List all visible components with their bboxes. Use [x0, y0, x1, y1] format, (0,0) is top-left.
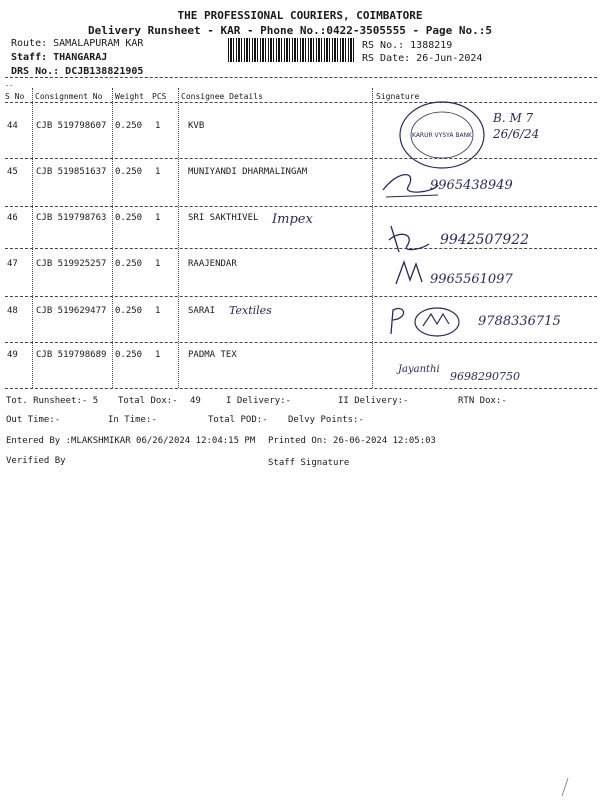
row-weight: 0.250 — [115, 121, 143, 131]
row47-scribble — [392, 258, 428, 288]
row46-handwriting: 9942507922 — [440, 232, 530, 248]
row47-handwriting: 9965561097 — [430, 272, 513, 287]
row-consignment: CJB 519798607 — [36, 121, 107, 131]
row-pcs: 1 — [155, 350, 161, 360]
column-divider — [112, 88, 113, 388]
row-consignee: RAAJENDAR — [188, 259, 237, 269]
row-consignee: KVB — [188, 121, 205, 131]
total-pod: Total POD:- — [208, 415, 268, 425]
row-pcs: 1 — [155, 213, 161, 223]
divider — [5, 77, 597, 78]
row46-note: Impex — [272, 212, 313, 227]
staff-signature: Staff Signature — [268, 458, 350, 468]
row-consignment: CJB 519851637 — [36, 167, 107, 177]
row-sno: 48 — [7, 306, 18, 316]
row-consignee: MUNIYANDI DHARMALINGAM — [188, 167, 308, 177]
row-consignment: CJB 519629477 — [36, 306, 107, 316]
row45-handwriting: 9965438949 — [430, 178, 513, 193]
runsheet-subtitle: Delivery Runsheet - KAR - Phone No.:0422-3505555 - Page No.:5 — [88, 24, 492, 37]
row-consignment: CJB 519798689 — [36, 350, 107, 360]
delvy-points: Delvy Points:- — [288, 415, 364, 425]
column-divider — [32, 88, 33, 388]
row48-scribble — [385, 302, 465, 340]
row-pcs: 1 — [155, 167, 161, 177]
rtn-dox: RTN Dox:- — [458, 396, 507, 406]
row-consignee: SRI SAKTHIVEL — [188, 213, 259, 223]
total-dox-label: Total Dox:- — [118, 396, 178, 406]
total-dox-value: 49 — [190, 396, 201, 406]
route-label: Route: SAMALAPURAM KAR — [11, 38, 144, 49]
row-divider — [5, 248, 597, 249]
drs-number: DRS No.: DCJB138821905 — [11, 66, 144, 77]
stray-mark — [560, 776, 570, 798]
row-sno: 46 — [7, 213, 18, 223]
row-weight: 0.250 — [115, 306, 143, 316]
row-weight: 0.250 — [115, 259, 143, 269]
header-sno: S No — [5, 92, 25, 101]
printed-on: Printed On: 26-06-2024 12:05:03 — [268, 436, 436, 446]
i-delivery: I Delivery:- — [226, 396, 292, 406]
row44-handwriting: B. M 7 26/6/24 — [493, 111, 540, 141]
staff-label: Staff: THANGARAJ — [11, 52, 108, 63]
header-consignment: Consignment No — [35, 92, 103, 101]
rs-number: RS No.: 1388219 — [362, 40, 453, 51]
row-consignment: CJB 519798763 — [36, 213, 107, 223]
row-weight: 0.250 — [115, 167, 143, 177]
row-sno: 44 — [7, 121, 18, 131]
row-pcs: 1 — [155, 121, 161, 131]
bank-stamp — [398, 100, 486, 170]
ii-delivery: II Delivery:- — [338, 396, 409, 406]
row-consignment: CJB 519925257 — [36, 259, 107, 269]
row-consignee: SARAI — [188, 306, 216, 316]
column-divider — [178, 88, 179, 388]
row-sno: 47 — [7, 259, 18, 269]
header-signature: Signature — [376, 92, 420, 101]
header-consignee: Consignee Details — [181, 92, 263, 101]
row-weight: 0.250 — [115, 350, 143, 360]
column-divider — [372, 88, 373, 388]
row-divider — [5, 158, 597, 159]
row-divider — [5, 388, 597, 389]
verified-by: Verified By — [6, 456, 66, 466]
company-title: THE PROFESSIONAL COURIERS, COIMBATORE — [177, 9, 423, 22]
row49-name: Jayanthi — [398, 364, 440, 375]
in-time: In Time:- — [108, 415, 157, 425]
row-divider — [5, 296, 597, 297]
barcode — [228, 38, 356, 62]
entered-by: Entered By :MLAKSHMIKAR 06/26/2024 12:04:15 PM — [6, 436, 256, 446]
row48-handwriting: 9788336715 — [478, 314, 561, 329]
header-weight: Weight — [115, 92, 144, 101]
row-divider — [5, 206, 597, 207]
row-divider — [5, 342, 597, 343]
header-pcs: PCS — [152, 92, 167, 101]
corner-marks: -- — [5, 82, 14, 90]
row-pcs: 1 — [155, 306, 161, 316]
row-sno: 45 — [7, 167, 18, 177]
out-time: Out Time:- — [6, 415, 61, 425]
row-weight: 0.250 — [115, 213, 143, 223]
row49-handwriting: 9698290750 — [450, 370, 520, 383]
row-consignee: PADMA TEX — [188, 350, 237, 360]
row46-scribble — [385, 222, 435, 256]
total-runsheet: Tot. Runsheet:- 5 — [6, 396, 99, 406]
row-pcs: 1 — [155, 259, 161, 269]
row-sno: 49 — [7, 350, 18, 360]
row48-note: Textiles — [229, 304, 272, 317]
stamp-text: KARUR VYSYA BANK — [411, 132, 473, 139]
rs-date: RS Date: 26-Jun-2024 — [362, 53, 483, 64]
divider — [5, 102, 597, 103]
